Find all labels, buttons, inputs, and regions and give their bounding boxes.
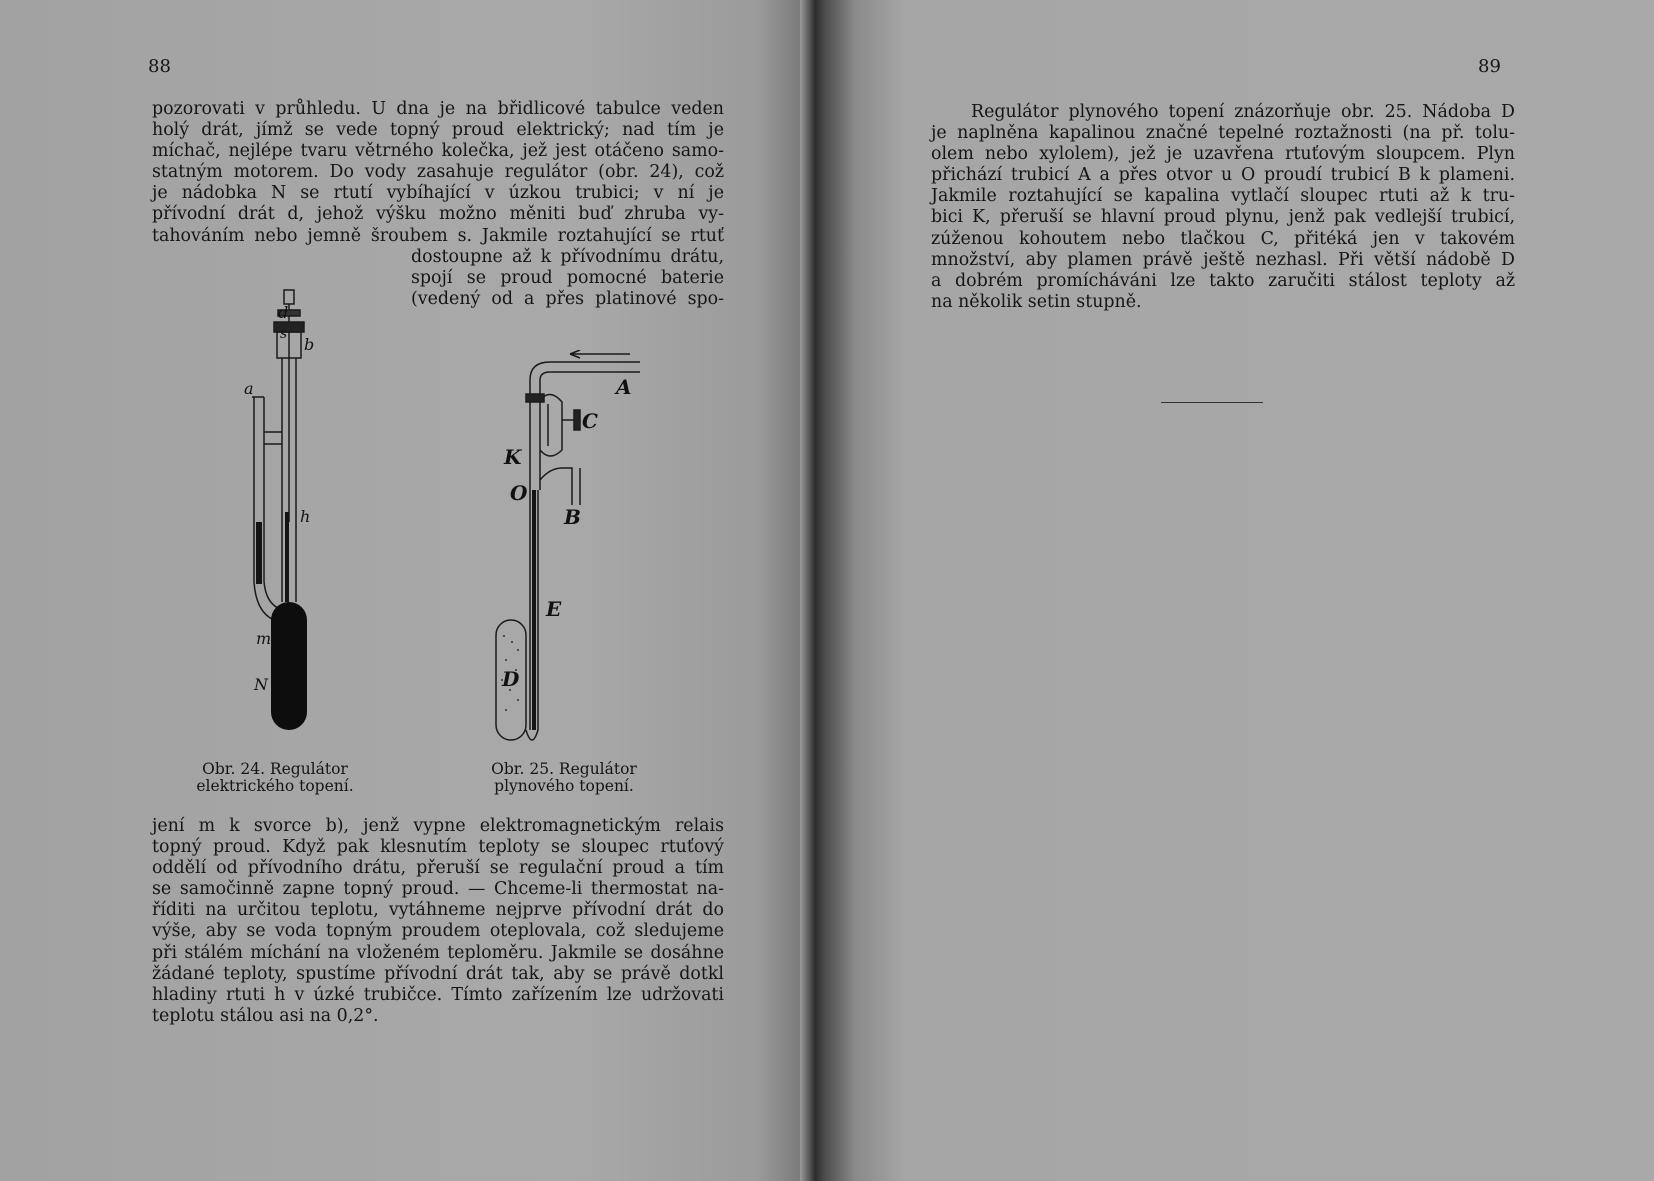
fig25-label-D: D <box>502 667 520 691</box>
fig25-label-E: E <box>546 597 562 621</box>
fig24-label-d: d <box>278 303 289 322</box>
text-line: tahováním nebo jemně šroubem s. Jakmile roztahující se rtuť <box>152 225 724 246</box>
text-line: teplotu stálou asi na 0,2°. <box>152 1005 379 1026</box>
fig24-label-h: h <box>300 507 311 526</box>
left-page <box>0 0 815 1181</box>
left-narrow-paragraph <box>411 247 724 310</box>
text-line: přichází trubicí A a přes otvor u O proudí trubicí B k plameni. <box>931 165 1515 186</box>
text-line: hladiny rtuti h v úzké trubičce. Tímto zařízením lze udržovati <box>152 984 724 1005</box>
fig24-label-a: a <box>244 379 254 398</box>
figure-25-caption <box>483 761 645 795</box>
text-line: se samočinně zapne topný proud. — Chceme-li thermostat na- <box>152 879 724 900</box>
fig24-label-b: b <box>304 335 315 354</box>
text-line: je nádobka N se rtutí vybíhající v úzkou trubici; v ní je <box>152 183 724 204</box>
fig25-label-K: K <box>504 445 522 469</box>
text-line: množství, aby plamen právě ještě nezhasl. Při větší nádobě D <box>931 249 1515 270</box>
fig24-label-N: N <box>254 675 268 694</box>
text-line: oddělí od přívodního drátu, přeruší se regulační proud a tím <box>152 858 724 879</box>
text-line: a dobrém promícháváni lze takto zaručiti stálost teploty až <box>931 270 1515 291</box>
text-line: spojí se proud pomocné baterie <box>411 268 724 289</box>
fig24-label-m: m <box>256 629 272 648</box>
caption-line: plynového topení. <box>494 777 634 795</box>
figure-24-electric-regulator <box>230 282 320 752</box>
text-line: míchač, nejlépe tvaru větrného kolečka, jež jest otáčeno samo- <box>152 141 724 162</box>
text-line: statným motorem. Do vody zasahuje regulátor (obr. 24), což <box>152 162 724 183</box>
caption-line: elektrického topení. <box>196 777 354 795</box>
text-line: zúženou kohoutem nebo tlačkou C, přitéká jen v takovém <box>931 228 1515 249</box>
page-number-left: 88 <box>148 56 171 77</box>
fig25-label-B: B <box>564 505 581 529</box>
text-line: holý drát, jímž se vede topný proud elektrický; nad tím je <box>152 120 724 141</box>
text-line: (vedený od a přes platinové spo- <box>411 289 724 310</box>
text-line: přívodní drát d, jehož výšku možno měniti buď zhruba vy- <box>152 204 724 225</box>
text-line: na několik setin stupně. <box>931 291 1142 312</box>
text-line: Regulátor plynového topení znázorňuje obr. 25. Nádoba D <box>971 102 1515 122</box>
fig25-label-A: A <box>616 375 632 399</box>
text-line: žádané teploty, spustíme přívodní drát tak, aby se právě dotkl <box>152 963 724 984</box>
text-line: bici K, přeruší se hlavní proud plynu, jenž pak vedlejší trubicí, <box>931 207 1515 228</box>
figure-25-gas-regulator <box>490 350 650 755</box>
text-line: je naplněna kapalinou značné tepelné roztažnosti (na př. tolu- <box>931 123 1515 144</box>
right-page <box>815 0 1654 1181</box>
text-line: olem nebo xylolem), jež je uzavřena rtuťovým sloupcem. Plyn <box>931 144 1515 165</box>
caption-line: Obr. 24. Regulátor <box>202 760 348 778</box>
text-line: pozorovati v průhledu. U dna je na břidlicové tabulce veden <box>152 99 724 119</box>
caption-line: Obr. 25. Regulátor <box>491 760 637 778</box>
text-line: dostoupne až k přívodnímu drátu, <box>411 247 724 267</box>
figure-24-caption <box>190 761 360 795</box>
text-line: Jakmile roztahující se kapalina vytlačí sloupec rtuti až k tru- <box>931 186 1515 207</box>
text-line: při stálém míchání na vloženém teploměru. Jakmile se dosáhne <box>152 942 724 963</box>
text-line: říditi na určitou teplotu, vytáhneme nejprve přívodní drát do <box>152 900 724 921</box>
section-end-rule <box>1161 402 1263 403</box>
text-line: jení m k svorce b), jenž vypne elektromagnetickým relais <box>152 816 724 836</box>
fig25-label-C: C <box>582 409 598 433</box>
text-line: výše, aby se voda topným proudem oteplovala, což sledujeme <box>152 921 724 942</box>
left-bottom-paragraph <box>152 816 724 1027</box>
page-number-right: 89 <box>1478 56 1501 77</box>
text-line: topný proud. Když pak klesnutím teploty se sloupec rtuťový <box>152 837 724 858</box>
left-top-paragraph <box>152 99 724 247</box>
fig25-label-O: O <box>510 481 528 505</box>
right-paragraph <box>931 102 1515 313</box>
fig24-label-s: s <box>280 326 288 342</box>
